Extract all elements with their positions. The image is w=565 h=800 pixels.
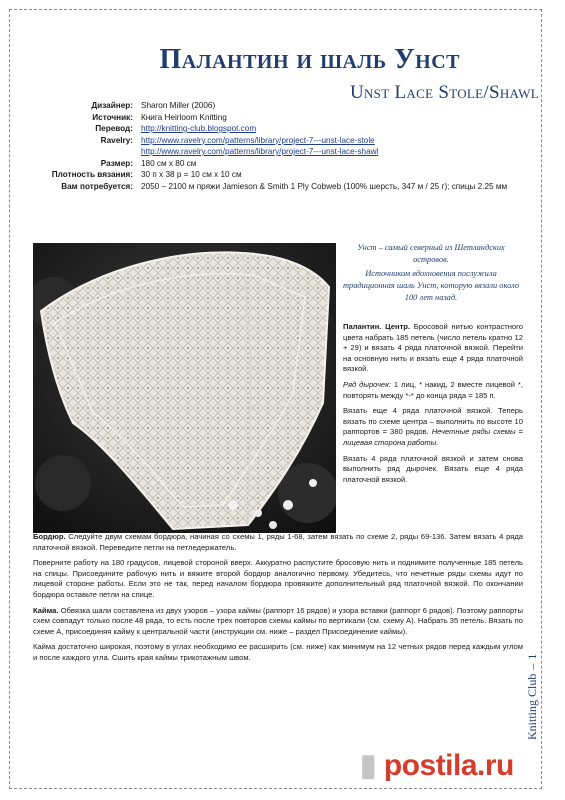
page-number: 1 xyxy=(525,653,539,660)
footer-separator: – xyxy=(525,663,539,670)
section-heading: Кайма. xyxy=(33,605,59,615)
info-row-ravelry xyxy=(30,135,510,158)
paragraph xyxy=(343,322,523,375)
stole-instructions xyxy=(343,322,523,490)
info-value: Книга Heirloom Knitting xyxy=(141,112,227,122)
info-label: Размер: xyxy=(100,158,133,168)
info-value: 30 п х 38 р = 10 см х 10 см xyxy=(141,170,242,179)
translation-link[interactable]: http://knitting-club.blogspot.com xyxy=(141,124,257,133)
paragraph xyxy=(343,406,523,448)
intro-line: Унст – самый северный из Шетландских островов. xyxy=(357,243,505,264)
paragraph xyxy=(33,606,523,638)
paragraph-text: Следуйте двум схемам бордюра, начиная со схемы 1, ряды 1-68, затем вязать по схеме 2, ряды 69-136. Затем вязать 4 ряда платочной вязкой. Переведите петли на петледержатель. xyxy=(33,532,523,552)
paragraph xyxy=(33,642,523,663)
paragraph-text: Кайма достаточно широкая, поэтому в углах необходимо ее расширить (см. ниже) как минимум на 12 четных рядов перед каждым углом и после каждого угла. Сшить края каймы трикотажным швом. xyxy=(33,642,523,662)
ravelry-stole-link[interactable]: http://www.ravelry.com/patterns/library/project-7---unst-lace-stole xyxy=(141,135,375,145)
page-footer-vertical xyxy=(525,620,540,740)
pattern-info xyxy=(30,100,510,192)
info-label: Источник: xyxy=(92,112,133,122)
page-subtitle: Unst Lace Stole/Shawl xyxy=(349,82,539,103)
watermark-text: postila.ru xyxy=(383,749,514,782)
info-row-source xyxy=(30,112,510,124)
paragraph-text: 1 лиц, * накид, 2 вместе лицевой *, повторять между *-* до конца ряда = 185 п. xyxy=(343,379,523,400)
intro-quote xyxy=(341,242,521,306)
subsection-heading: Центр. xyxy=(385,322,411,331)
club-name: Knitting Club xyxy=(525,673,539,740)
paragraph-text: Поверните работу на 180 градусов, лицевой стороной вверх. Аккуратно распустите бросовую нить и поднимите полученные 185 петель на спицы. Присоедините рабочую нить и вяжите второй бордюр аналогично первому. Убедитесь, что нечетные ряды схемы идут по лицевой стороне работы. Если это не так, перед началом бордюра провяжите дополнительный ряд платочной вязкой. По окончании бордюра оставьте петли на спице. xyxy=(33,558,523,599)
paragraph xyxy=(343,454,523,486)
info-label: Вам потребуется: xyxy=(61,181,133,191)
paragraph xyxy=(33,558,523,600)
shawl-photo xyxy=(33,243,336,533)
row-label: Ряд дырочек: xyxy=(343,379,391,389)
paragraph xyxy=(33,532,523,553)
paragraph xyxy=(343,380,523,401)
info-row-gauge xyxy=(30,169,510,181)
info-value: Sharon Miller (2006) xyxy=(141,101,216,110)
paragraph-text: Бросовой нитью контрастного цвета набрать 185 петель (число петель кратно 12 + 29) и вязать 4 ряда платочной вязкой. Перейти на основную нить и вязать еще 4 ряда платочной вязкой. xyxy=(343,322,523,374)
ravelry-shawl-link[interactable]: http://www.ravelry.com/patterns/library/project-7---unst-lace-shawl xyxy=(141,147,379,156)
paragraph-text: Обвязка шали составлена из двух узоров – узора каймы (раппорт 16 рядов) и узора вставки (раппорт 6 рядов). Поэтому раппорты схем совпадут только после 48 ряда, то есть после трех повторов схемы каймы по вертикали (см. схему А). Набрать 35 петель. Вязать по схеме А, присоединяя кайму к центральной части (инструкции см. ниже – раздел Присоединение каймы). xyxy=(33,605,523,636)
info-label: Плотность вязания: xyxy=(51,170,133,179)
info-label: Ravelry: xyxy=(100,135,133,145)
paragraph-text: Вязать еще 4 ряда платочной вязкой. Теперь вязать по схеме центра – выполнить по высоте 10 раппортов = 380 рядов. xyxy=(343,406,523,437)
section-heading: Палантин. xyxy=(343,322,382,331)
info-label: Перевод: xyxy=(95,124,133,133)
info-row-translation xyxy=(30,123,510,135)
watermark-mark-icon: ▮ xyxy=(360,749,377,782)
info-row-materials xyxy=(30,181,510,193)
paragraph-text: Вязать 4 ряда платочной вязкой и затем снова выполнить ряд дырочек. Вязать еще 4 ряда платочной вязкой. xyxy=(343,453,523,484)
info-row-designer xyxy=(30,100,510,112)
note-text: Нечетные ряды схемы = лицевая сторона работы. xyxy=(343,427,523,447)
info-value: 2050 – 2100 м пряжи Jamieson & Smith 1 Ply Cobweb (100% шерсть, 347 м / 25 г); спицы 2.25 мм xyxy=(141,181,508,191)
info-row-size xyxy=(30,158,510,170)
section-heading: Бордюр. xyxy=(33,532,66,541)
site-watermark xyxy=(360,748,514,783)
main-instructions xyxy=(33,532,523,669)
info-label: Дизайнер: xyxy=(91,101,133,110)
info-value: 180 см х 80 см xyxy=(141,158,197,168)
shawl-photo-illustration xyxy=(33,243,336,533)
page-title: Палантин и шаль Унст xyxy=(159,44,460,75)
intro-line: Источником вдохновения послужила традиционная шаль Унст, которую вязали около 100 лет назад. xyxy=(342,269,520,302)
